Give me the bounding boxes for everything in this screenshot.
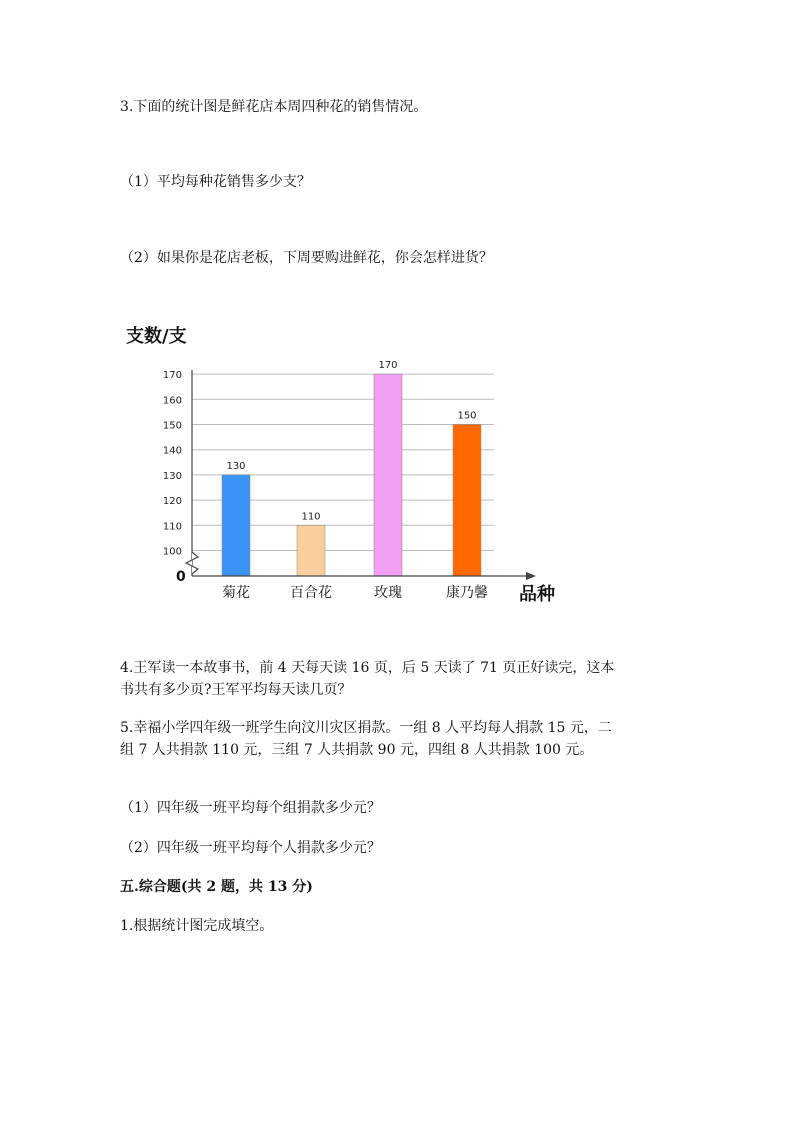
y-tick-label: 140 — [162, 445, 182, 457]
origin-label: 0 — [176, 569, 186, 585]
y-tick-label: 130 — [162, 470, 182, 482]
bar-1 — [222, 475, 250, 576]
y-tick-label: 160 — [162, 395, 182, 407]
category-label: 百合花 — [290, 585, 332, 601]
question-3-sub2: （2）如果你是花店老板，下周要购进鲜花，你会怎样进货？ — [120, 250, 493, 266]
question-4-line2: 书共有多少页?王军平均每天读几页？ — [120, 682, 352, 698]
bar-value-label: 170 — [378, 360, 398, 372]
category-label: 康乃馨 — [446, 585, 488, 601]
category-label: 菊花 — [222, 585, 250, 601]
y-tick-label: 100 — [162, 546, 182, 558]
question-5-line2: 组 7 人共捐款 110 元，三组 7 人共捐款 90 元，四组 8 人共捐款 100 元。 — [120, 742, 594, 758]
y-axis-label: 支数/支 — [126, 326, 187, 347]
bar-value-label: 130 — [226, 460, 246, 472]
bar-4 — [453, 425, 481, 577]
bar-2 — [297, 525, 325, 576]
section-5-question-1: 1.根据统计图完成填空。 — [120, 918, 274, 934]
y-tick-label: 120 — [162, 496, 182, 508]
y-tick-label: 110 — [162, 521, 182, 533]
question-3-sub1: （1）平均每种花销售多少支？ — [120, 174, 311, 190]
question-5-sub1: （1）四年级一班平均每个组捐款多少元？ — [120, 800, 381, 816]
bar-value-label: 110 — [301, 511, 321, 523]
bar-value-label: 150 — [457, 410, 477, 422]
y-tick-label: 170 — [162, 370, 182, 382]
flower-sales-bar-chart — [118, 318, 568, 613]
question-3-text: 3.下面的统计图是鲜花店本周四种花的销售情况。 — [120, 99, 428, 115]
category-label: 玫瑰 — [374, 585, 402, 601]
bar-3 — [374, 374, 402, 576]
question-5-sub2: （2）四年级一班平均每个人捐款多少元？ — [120, 840, 381, 856]
axis-break-icon — [186, 552, 198, 574]
x-axis-label: 品种 — [519, 584, 555, 605]
question-5-line1: 5.幸福小学四年级一班学生向汶川灾区捐款。一组 8 人平均每人捐款 15 元，二 — [120, 720, 612, 736]
question-4-line1: 4.王军读一本故事书，前 4 天每天读 16 页，后 5 天读了 71 页正好读完，这本 — [120, 660, 615, 676]
y-tick-label: 150 — [162, 420, 182, 432]
section-5-heading: 五.综合题(共 2 题，共 13 分) — [120, 879, 313, 895]
x-axis-arrow-icon — [526, 572, 536, 580]
